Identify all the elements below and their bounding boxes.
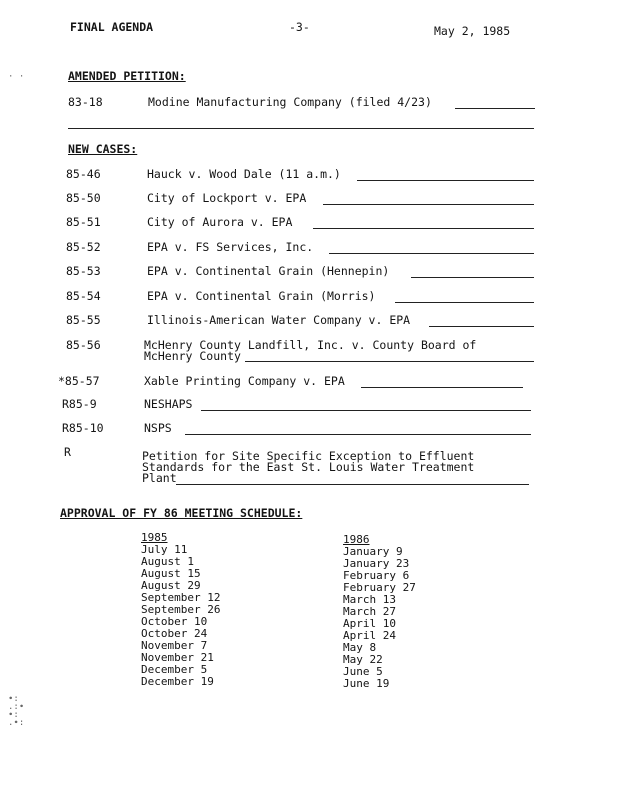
meeting-date: January 23 bbox=[343, 557, 410, 570]
case-number: 85-46 bbox=[66, 167, 101, 181]
year-label: 1986 bbox=[343, 533, 370, 546]
page-number: -3- bbox=[289, 20, 310, 34]
blank-line bbox=[176, 484, 529, 485]
case-title: City of Lockport v. EPA bbox=[147, 191, 307, 205]
case-title: Modine Manufacturing Company (filed 4/23) bbox=[148, 95, 432, 109]
blank-line bbox=[185, 434, 531, 435]
scan-speck: · · bbox=[8, 72, 25, 82]
meeting-date: August 1 bbox=[141, 555, 194, 568]
meeting-date: May 8 bbox=[343, 641, 377, 654]
case-title: McHenry County Landfill, Inc. v. County Board of bbox=[144, 338, 477, 352]
meeting-date: August 29 bbox=[141, 579, 201, 592]
meeting-date: December 5 bbox=[141, 663, 208, 676]
new-cases-heading: NEW CASES: bbox=[68, 142, 138, 156]
case-title: Hauck v. Wood Dale (11 a.m.) bbox=[147, 167, 341, 181]
blank-line bbox=[361, 387, 523, 388]
case-number: 85-53 bbox=[66, 264, 101, 278]
schedule-heading: APPROVAL OF FY 86 MEETING SCHEDULE: bbox=[60, 506, 303, 520]
meeting-date: June 5 bbox=[343, 665, 383, 678]
meeting-date: March 27 bbox=[343, 605, 396, 618]
blank-line bbox=[429, 326, 534, 327]
blank-line bbox=[245, 361, 534, 362]
case-title: Xable Printing Company v. EPA bbox=[144, 374, 345, 388]
case-number: R85-10 bbox=[62, 421, 104, 435]
amended-heading: AMENDED PETITION: bbox=[68, 69, 186, 83]
blank-line bbox=[455, 108, 535, 109]
case-title-line2: McHenry County bbox=[144, 349, 241, 363]
case-number: 85-51 bbox=[66, 215, 101, 229]
case-title: Illinois-American Water Company v. EPA bbox=[147, 313, 411, 327]
year-label: 1985 bbox=[141, 531, 168, 544]
case-number: 85-52 bbox=[66, 240, 101, 254]
blank-line bbox=[68, 128, 534, 129]
case-number: 85-54 bbox=[66, 289, 101, 303]
case-title: NSPS bbox=[144, 421, 172, 435]
meeting-date: November 7 bbox=[141, 639, 208, 652]
meeting-date: February 6 bbox=[343, 569, 410, 582]
blank-line bbox=[313, 228, 534, 229]
meeting-date: October 10 bbox=[141, 615, 208, 628]
meeting-date: March 13 bbox=[343, 593, 396, 606]
case-number: 85-55 bbox=[66, 313, 101, 327]
case-title-line2: Standards for the East St. Louis Water Treatment bbox=[142, 460, 475, 474]
blank-line bbox=[329, 253, 534, 254]
case-number: R85-9 bbox=[62, 397, 97, 411]
case-title: EPA v. Continental Grain (Hennepin) bbox=[147, 264, 390, 278]
case-title: EPA v. Continental Grain (Morris) bbox=[147, 289, 376, 303]
case-number: 83-18 bbox=[68, 95, 103, 109]
meeting-date: November 21 bbox=[141, 651, 214, 664]
case-title: EPA v. FS Services, Inc. bbox=[147, 240, 314, 254]
case-number: *85-57 bbox=[58, 374, 100, 388]
case-title: NESHAPS bbox=[144, 397, 193, 411]
blank-line bbox=[201, 410, 531, 411]
case-number: 85-50 bbox=[66, 191, 101, 205]
case-title: Petition for Site Specific Exception to Effluent bbox=[142, 449, 475, 463]
case-number: 85-56 bbox=[66, 338, 101, 352]
meeting-date: February 27 bbox=[343, 581, 416, 594]
meeting-date: April 24 bbox=[343, 629, 396, 642]
header-date: May 2, 1985 bbox=[434, 24, 511, 38]
meeting-date: May 22 bbox=[343, 653, 383, 666]
meeting-date: October 24 bbox=[141, 627, 208, 640]
case-title: City of Aurora v. EPA bbox=[147, 215, 293, 229]
meeting-date: September 12 bbox=[141, 591, 221, 604]
schedule-1985-column bbox=[141, 532, 220, 688]
blank-line bbox=[357, 180, 534, 181]
blank-line bbox=[395, 302, 534, 303]
meeting-date: April 10 bbox=[343, 617, 396, 630]
blank-line bbox=[411, 277, 534, 278]
blank-line bbox=[323, 204, 534, 205]
scan-speck: ∙: .:∙ ∙: .∙: bbox=[8, 694, 25, 728]
meeting-date: June 19 bbox=[343, 677, 390, 690]
meeting-date: August 15 bbox=[141, 567, 201, 580]
header-left: FINAL AGENDA bbox=[70, 20, 154, 34]
meeting-date: December 19 bbox=[141, 675, 214, 688]
case-number: R bbox=[64, 445, 71, 459]
schedule-1986-column bbox=[343, 534, 416, 690]
case-title-line3: Plant bbox=[142, 471, 177, 485]
meeting-date: September 26 bbox=[141, 603, 221, 616]
meeting-date: July 11 bbox=[141, 543, 188, 556]
meeting-date: January 9 bbox=[343, 545, 403, 558]
